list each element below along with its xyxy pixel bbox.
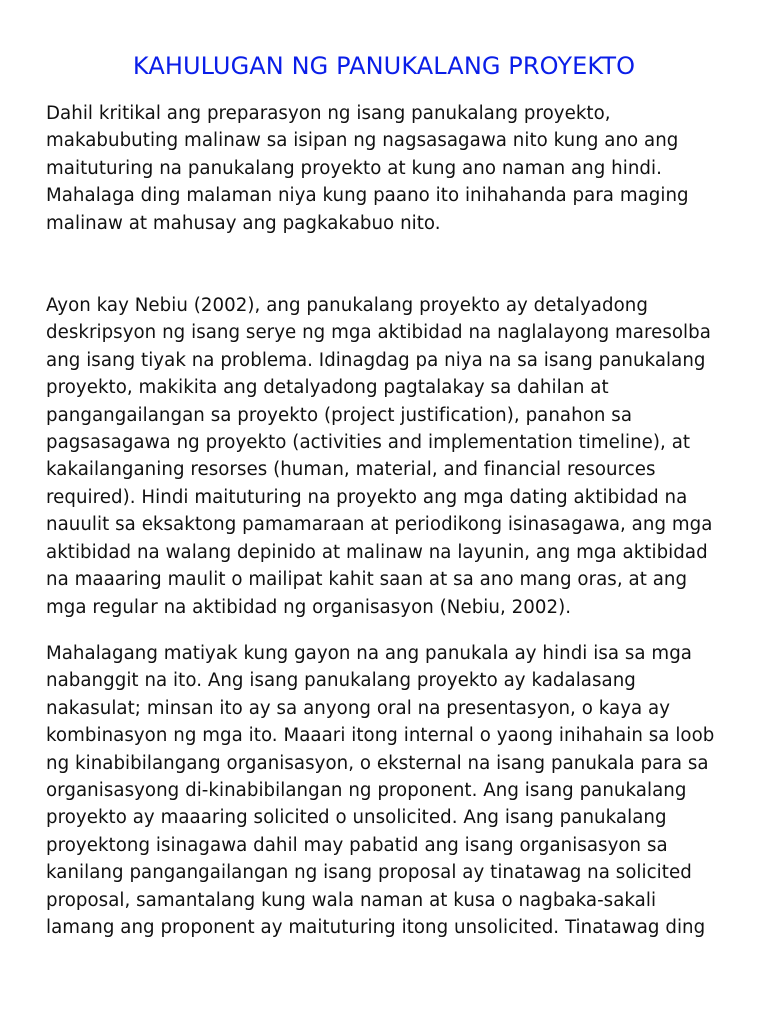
- document-title: KAHULUGAN NG PANUKALANG PROYEKTO: [132, 52, 636, 80]
- paragraph-intro: Dahil kritikal ang preparasyon ng isang panukalang proyekto, makabubuting malinaw sa isipan ng nagsasagawa nito kung ano ang maituturing na panukalang proyekto at kung ano naman ang hindi. Mahalaga ding malaman niya kung paano ito inihahanda para maging malinaw at mahusay ang pagkakabuo nito.: [46, 103, 689, 234]
- paragraph-nebiu-definition: Ayon kay Nebiu (2002), ang panukalang proyekto ay detalyadong deskripsyon ng isang serye ng mga aktibidad na naglalayong maresolba ang isang tiyak na problema. Idinagdag pa niya na sa isang panukalang proyekto, makikita ang detalyadong pagtalakay sa dahilan at pangangailangan sa proyekto (project justification), panahon sa pagsasagawa ng proyekto (activities and implementation timeline), at kakailanganing resorses (human, material, and financial resources required). Hindi maituturing na proyekto ang mga dating aktibidad na nauulit sa eksaktong pamamaraan at periodikong isinasagawa, ang mga aktibidad na walang depinido at malinaw na layunin, ang mga aktibidad na maaaring maulit o mailipat kahit saan at sa ano mang oras, at ang mga regular na aktibidad ng organisasyon (Nebiu, 2002).: [46, 295, 713, 618]
- paragraph-proposal-types: Mahalagang matiyak kung gayon na ang panukala ay hindi isa sa mga nabanggit na ito. Ang isang panukalang proyekto ay kadalasang nakasulat; minsan ito ay sa anyong oral na presentasyon, o kaya ay kombinasyon ng mga ito. Maaari itong internal o yaong inihahain sa loob ng kinabibilangang organisasyon, o eksternal na isang panukala para sa organisasyong di-kinabibilangan ng proponent. Ang isang panukalang proyekto ay maaaring solicited o unsolicited. Ang isang panukalang proyektong isinagawa dahil may pabatid ang isang organisasyon sa kanilang pangangailangan ng isang proposal ay tinatawag na solicited proposal, samantalang kung wala naman at kusa o nagbaka-sakali lamang ang proponent ay maituturing itong unsolicited. Tinatawag ding: [46, 642, 715, 938]
